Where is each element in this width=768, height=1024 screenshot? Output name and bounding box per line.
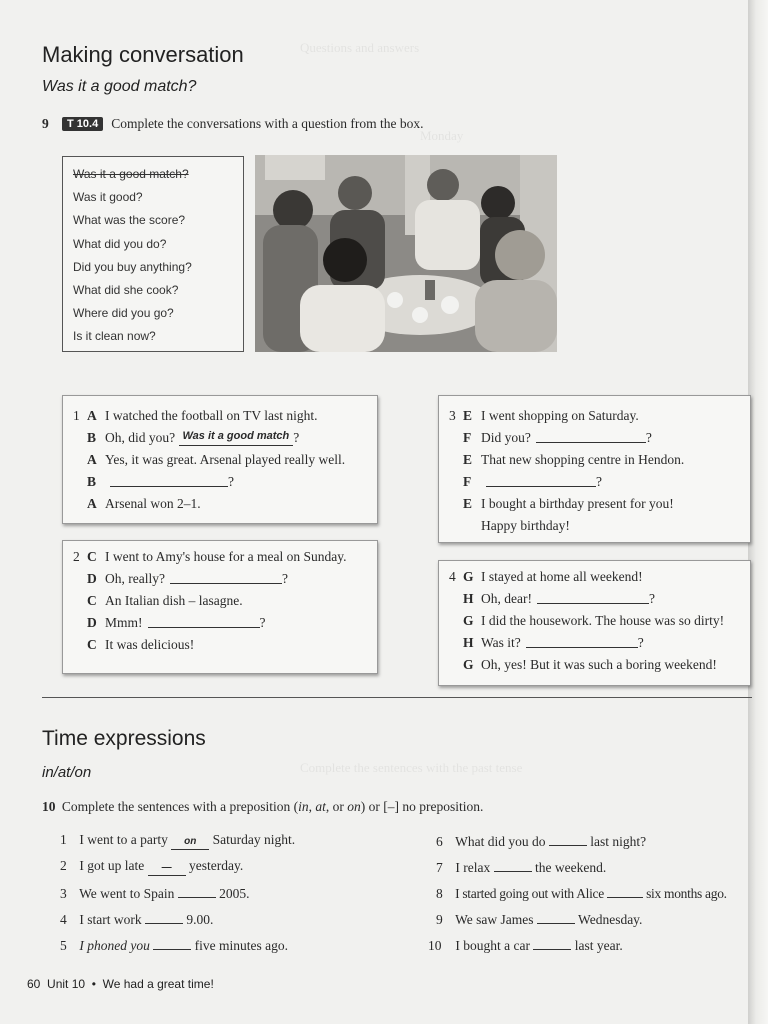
sentence-text: 9.00. — [186, 912, 214, 927]
sentence-text: yesterday. — [188, 858, 244, 873]
unit-title: We had a great time! — [102, 977, 214, 991]
sentence-number: 9 — [436, 912, 443, 927]
answer-blank[interactable] — [533, 936, 571, 950]
sentence-text: We went to Spain — [79, 886, 175, 901]
line-text: That new shopping centre in Hendon. — [481, 452, 685, 467]
question-item: Was it a good match? — [73, 167, 189, 181]
instruction-text: ) or [–] no preposition. — [360, 799, 484, 814]
instruction-text: , or — [325, 799, 348, 814]
sentence-text: What did you do — [455, 834, 546, 849]
question-item: What did she cook? — [73, 283, 179, 298]
section-divider — [42, 697, 752, 698]
answer-blank[interactable] — [537, 910, 575, 924]
question-item: What was the score? — [73, 213, 186, 228]
answer-blank[interactable] — [526, 635, 638, 648]
sentence-number: 4 — [60, 912, 67, 927]
speaker: C — [87, 637, 97, 652]
answer-blank[interactable] — [148, 615, 260, 628]
sentence-text: I started going out with Alice — [455, 886, 604, 901]
show-through-text: Monday — [420, 128, 464, 143]
line-text: Oh, really? — [105, 571, 165, 586]
answer-blank[interactable] — [178, 884, 216, 898]
sentence-text: I went to a party — [79, 832, 168, 847]
answer-blank[interactable] — [153, 936, 191, 950]
sentence-text: the weekend. — [534, 860, 607, 875]
sentence-text: I bought a car — [455, 938, 530, 953]
bullet: • — [91, 977, 96, 991]
line-text: Happy birthday! — [481, 518, 570, 533]
answer-blank[interactable] — [145, 910, 183, 924]
instruction-text: on — [347, 799, 361, 814]
sentence-item — [436, 884, 727, 902]
line-text: I did the housework. The house was so dirty! — [481, 613, 725, 628]
section-title: Making conversation — [42, 42, 244, 67]
line-text: I went shopping on Saturday. — [481, 408, 639, 423]
sentence-item — [60, 910, 213, 928]
question-box — [62, 156, 244, 352]
sentence-number: 3 — [60, 886, 67, 901]
question-mark: ? — [293, 430, 300, 445]
speaker: A — [87, 408, 97, 423]
speaker: D — [87, 615, 97, 630]
speaker: C — [87, 549, 97, 564]
sentence-item — [60, 884, 250, 902]
question-item: Where did you go? — [73, 306, 174, 321]
section-subtitle: in/at/on — [42, 764, 92, 781]
question-mark: ? — [281, 571, 288, 586]
conversation-4-box — [438, 560, 751, 686]
speaker: A — [87, 496, 97, 511]
sentence-number: 1 — [60, 832, 67, 847]
sentence-item — [436, 858, 606, 876]
sentence-text: 2005. — [219, 886, 250, 901]
sentence-text: Wednesday. — [578, 912, 643, 927]
instruction-text: at — [315, 799, 326, 814]
conversation-3-box — [438, 395, 751, 543]
sentence-item — [60, 936, 288, 954]
line-text: I bought a birthday present for you! — [481, 496, 674, 511]
answer-blank[interactable] — [537, 591, 649, 604]
section-title: Time expressions — [42, 727, 206, 750]
answer-blank[interactable] — [486, 474, 596, 487]
sentence-number: 6 — [436, 834, 443, 849]
question-mark: ? — [259, 615, 266, 630]
exercise-number: 10 — [42, 799, 56, 814]
sentence-text: six months ago. — [646, 886, 727, 901]
section-subtitle: Was it a good match? — [42, 78, 197, 95]
exercise-10-instruction — [42, 799, 483, 815]
conversation-number: 1 — [73, 408, 80, 423]
sentence-number: 7 — [436, 860, 443, 875]
audio-track-badge: T 10.4 — [62, 117, 103, 131]
sentence-item — [428, 936, 623, 954]
line-text: Yes, it was great. Arsenal played really well. — [105, 452, 346, 467]
line-text: An Italian dish – lasagne. — [105, 593, 243, 608]
page-footer — [27, 977, 214, 991]
line-text: Oh, yes! But it was such a boring weekend! — [481, 657, 717, 672]
question-mark: ? — [228, 474, 234, 489]
line-text: Arsenal won 2–1. — [105, 496, 201, 511]
sentence-number: 10 — [428, 938, 442, 953]
instruction-text: , — [308, 799, 316, 814]
speaker: F — [463, 474, 472, 489]
speaker: G — [463, 657, 474, 672]
speaker: B — [87, 474, 97, 489]
answer-blank[interactable]: — — [148, 862, 186, 876]
sentence-text: I start work — [79, 912, 142, 927]
sentence-number: 2 — [60, 858, 67, 873]
sentence-text: last year. — [574, 938, 623, 953]
conversation-number: 4 — [449, 569, 456, 584]
exercise-number: 9 — [42, 116, 49, 131]
unit-label: Unit 10 — [47, 977, 86, 991]
answer-blank[interactable] — [549, 832, 587, 846]
speaker: C — [87, 593, 97, 608]
instruction-text: Complete the sentences with a preposition ( — [61, 799, 299, 814]
question-item: Is it clean now? — [73, 329, 156, 344]
line-text: Did you? — [481, 430, 531, 445]
line-text: Oh, did you? — [105, 430, 176, 445]
sentence-text: I phoned you — [79, 938, 150, 953]
conversation-number: 2 — [73, 549, 80, 564]
sentence-text: Saturday night. — [212, 832, 296, 847]
sentence-number: 8 — [436, 886, 443, 901]
conversation-number: 3 — [449, 408, 456, 423]
friends-cafe-photo — [255, 155, 557, 352]
speaker: B — [87, 430, 97, 445]
question-item: Was it good? — [73, 190, 143, 205]
sentence-text: five minutes ago. — [194, 938, 288, 953]
show-through-text: Complete the sentences with the past tense — [300, 760, 523, 775]
question-item: What did you do? — [73, 236, 167, 251]
answer-blank[interactable] — [607, 884, 643, 898]
answer-blank[interactable]: on — [171, 836, 209, 850]
sentence-text: last night? — [590, 834, 647, 849]
answer-blank[interactable] — [494, 858, 532, 872]
sentence-item — [436, 910, 642, 928]
show-through-text: Questions and answers — [300, 40, 420, 55]
question-mark: ? — [596, 474, 602, 489]
line-text: I stayed at home all weekend! — [481, 569, 643, 584]
sentence-item — [60, 858, 243, 876]
line-text: I watched the football on TV last night. — [105, 408, 318, 423]
exercise-9-instruction — [42, 116, 424, 132]
speaker: H — [463, 591, 474, 606]
question-mark: ? — [637, 635, 644, 650]
line-text: Was it? — [481, 635, 521, 650]
sentence-item — [60, 832, 295, 850]
speaker: D — [87, 571, 97, 586]
question-mark: ? — [648, 591, 655, 606]
speaker: E — [463, 408, 473, 423]
speaker: E — [463, 452, 473, 467]
question-item: Did you buy anything? — [73, 259, 192, 274]
sentence-text: We saw James — [455, 912, 534, 927]
page-edge-shadow — [748, 0, 768, 1024]
speaker: G — [463, 569, 474, 584]
sentence-text: I relax — [455, 860, 491, 875]
question-mark: ? — [645, 430, 652, 445]
speaker: E — [463, 496, 473, 511]
speaker: H — [463, 635, 474, 650]
line-text: Oh, dear! — [481, 591, 532, 606]
sentence-number: 5 — [60, 938, 67, 953]
sentence-item — [436, 832, 646, 850]
instruction-text: in — [298, 799, 309, 814]
instruction-text: Complete the conversations with a question from the box. — [111, 116, 424, 131]
conversation-2-box — [62, 540, 378, 674]
answer-blank[interactable] — [536, 430, 646, 443]
page-number: 60 — [27, 977, 41, 991]
answer-blank[interactable] — [170, 571, 282, 584]
line-text: It was delicious! — [105, 637, 195, 652]
speaker: A — [87, 452, 97, 467]
line-text: I went to Amy's house for a meal on Sunday. — [105, 549, 347, 564]
conversation-1-box — [62, 395, 378, 524]
answer-blank[interactable] — [110, 474, 228, 487]
answer-blank[interactable]: Was it a good match — [179, 430, 294, 446]
sentence-text: I got up late — [79, 858, 145, 873]
speaker: F — [463, 430, 472, 445]
speaker: G — [463, 613, 474, 628]
line-text: Mmm! — [105, 615, 143, 630]
